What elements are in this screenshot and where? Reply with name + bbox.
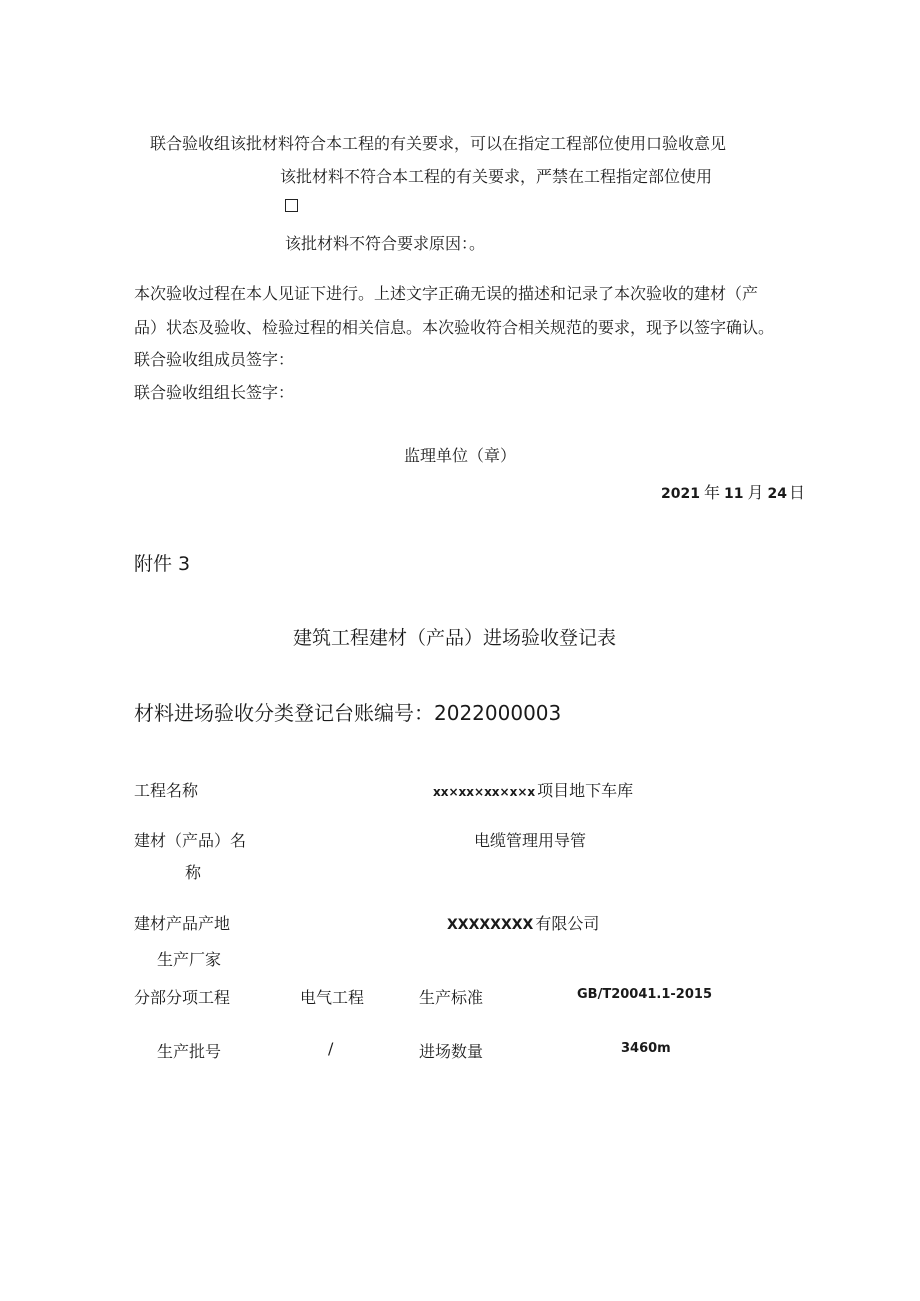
- signature-date: [661, 480, 805, 503]
- date-month-unit: 月: [747, 483, 764, 502]
- supervisor-seal-label: 监理单位（章）: [404, 446, 517, 465]
- opinion-line-1: 联合验收组该批材料符合本工程的有关要求，可以在指定工程部位使用口验收意见: [150, 134, 727, 153]
- date-year: 2021: [661, 486, 700, 502]
- date-day-unit: 日: [788, 483, 805, 502]
- date-month: 11: [723, 486, 744, 502]
- project-name-value: [433, 778, 633, 801]
- project-name-suffix: 项目地下车库: [537, 781, 634, 800]
- manufacturer-label: 生产厂家: [157, 950, 222, 969]
- subproject-label: 分部分项工程: [134, 988, 231, 1007]
- leader-signature-label: 联合验收组组长签字：: [134, 383, 295, 402]
- form-title: 建筑工程建材（产品）进场验收登记表: [293, 627, 617, 649]
- material-name-label: 建材（产品）名: [134, 831, 247, 850]
- attachment-label: 附件 3: [134, 553, 191, 575]
- batch-value: /: [328, 1039, 334, 1058]
- opinion-line-2: 该批材料不符合本工程的有关要求，严禁在工程指定部位使用: [280, 167, 713, 186]
- origin-value: [447, 911, 599, 934]
- statement-line-2: 品）状态及验收、检验过程的相关信息。本次验收符合相关规范的要求，现予以签字确认。: [134, 318, 775, 337]
- material-name-label-cont: 称: [185, 863, 202, 882]
- origin-company-code: XXXXXXXX: [447, 917, 534, 933]
- quantity-value: 3460m: [621, 1041, 671, 1056]
- reject-checkbox[interactable]: [285, 199, 298, 212]
- project-name-label: 工程名称: [134, 781, 199, 800]
- subproject-value: 电气工程: [300, 988, 365, 1007]
- ledger-number: 材料进场验收分类登记台账编号：2022000003: [134, 701, 562, 725]
- date-day: 24: [767, 486, 787, 502]
- project-name-code: xx×xx×xx×x×x: [433, 785, 536, 799]
- origin-company-suffix: 有限公司: [535, 914, 600, 933]
- origin-label: 建材产品产地: [134, 914, 231, 933]
- standard-label: 生产标准: [419, 988, 484, 1007]
- quantity-label: 进场数量: [419, 1042, 484, 1061]
- member-signature-label: 联合验收组成员签字：: [134, 350, 295, 369]
- date-year-unit: 年: [703, 483, 720, 502]
- statement-line-1: 本次验收过程在本人见证下进行。上述文字正确无误的描述和记录了本次验收的建材（产: [134, 284, 759, 303]
- batch-label: 生产批号: [157, 1042, 222, 1061]
- reject-reason: 该批材料不符合要求原因：。: [285, 234, 486, 253]
- material-name-value: 电缆管理用导管: [474, 831, 587, 850]
- standard-value: GB/T20041.1-2015: [577, 987, 712, 1002]
